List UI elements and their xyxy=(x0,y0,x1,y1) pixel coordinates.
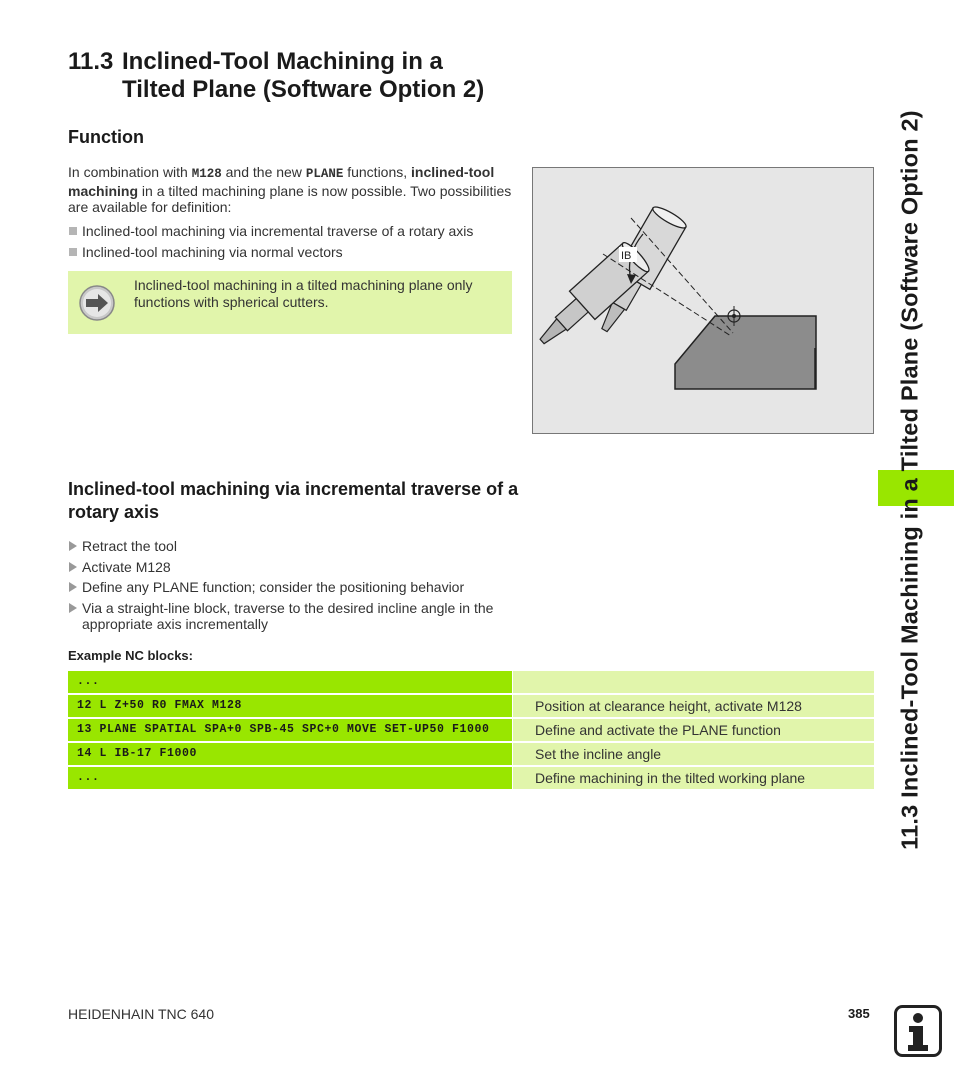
square-bullet-icon xyxy=(69,248,77,256)
incremental-heading: Inclined-tool machining via incremental traverse of a rotary axis xyxy=(68,479,519,522)
nc-desc-cell: Position at clearance height, activate M128 xyxy=(513,695,874,717)
footer-product: HEIDENHAIN TNC 640 xyxy=(68,1006,215,1022)
table-row xyxy=(68,695,874,717)
table-row xyxy=(68,671,874,693)
code-m128: M128 xyxy=(191,167,222,181)
note-text: Inclined-tool machining in a tilted machining plane only functions with spherical cutters. xyxy=(134,277,473,310)
side-chapter-title: 11.3 Inclined-Tool Machining in a Tilted Plane (Software Option 2) xyxy=(896,110,923,850)
step-item: Via a straight-line block, traverse to the desired incline angle in the appropriate axis incrementally xyxy=(68,600,518,633)
note-box xyxy=(68,271,512,334)
nc-desc-cell: Define and activate the PLANE function xyxy=(513,719,874,741)
inclined-tool-illustration xyxy=(533,168,873,433)
table-row xyxy=(68,743,874,765)
possibility-list xyxy=(68,223,518,264)
triangle-bullet-icon xyxy=(69,582,77,592)
tool-figure xyxy=(532,167,874,434)
title-line-1: Inclined-Tool Machining in a xyxy=(122,48,443,75)
page-title xyxy=(68,48,484,104)
nc-desc-cell: Set the incline angle xyxy=(513,743,874,765)
info-icon xyxy=(894,1005,942,1057)
nc-block-table xyxy=(68,671,874,793)
step-item: Retract the tool xyxy=(68,538,518,555)
square-bullet-icon xyxy=(69,227,77,235)
page-number: 385 xyxy=(848,1006,870,1021)
title-line-2: Tilted Plane (Software Option 2) xyxy=(122,76,485,103)
nc-code-cell: ... xyxy=(68,671,512,693)
list-item: Inclined-tool machining via incremental traverse of a rotary axis xyxy=(68,223,518,240)
angle-label: IB xyxy=(621,250,632,262)
triangle-bullet-icon xyxy=(69,562,77,572)
function-heading: Function xyxy=(68,127,144,147)
nc-code-cell: ... xyxy=(68,767,512,789)
step-item: Activate M128 xyxy=(68,559,518,576)
section-number: 11.3 xyxy=(68,48,114,75)
table-row xyxy=(68,719,874,741)
nc-code-cell: 13 PLANE SPATIAL SPA+0 SPB-45 SPC+0 MOVE SET-UP50 F1000 xyxy=(68,719,512,741)
table-row xyxy=(68,767,874,789)
list-item: Inclined-tool machining via normal vectors xyxy=(68,244,518,261)
example-label: Example NC blocks: xyxy=(68,648,193,663)
function-paragraph: In combination with M128 and the new PLANE functions, inclined-tool machining in a tilted machining plane is now possible. Two possibilities are available for definition: xyxy=(68,164,512,215)
steps-list xyxy=(68,538,518,637)
nc-code-cell: 12 L Z+50 R0 FMAX M128 xyxy=(68,695,512,717)
triangle-bullet-icon xyxy=(69,603,77,613)
nc-code-cell: 14 L IB-17 F1000 xyxy=(68,743,512,765)
arrow-right-icon xyxy=(78,284,116,322)
bold-term: inclined-tool machining xyxy=(68,164,495,199)
triangle-bullet-icon xyxy=(69,541,77,551)
step-item: Define any PLANE function; consider the positioning behavior xyxy=(68,579,518,596)
nc-desc-cell: Define machining in the tilted working plane xyxy=(513,767,874,789)
nc-desc-cell xyxy=(513,671,874,693)
code-plane: PLANE xyxy=(305,167,344,181)
